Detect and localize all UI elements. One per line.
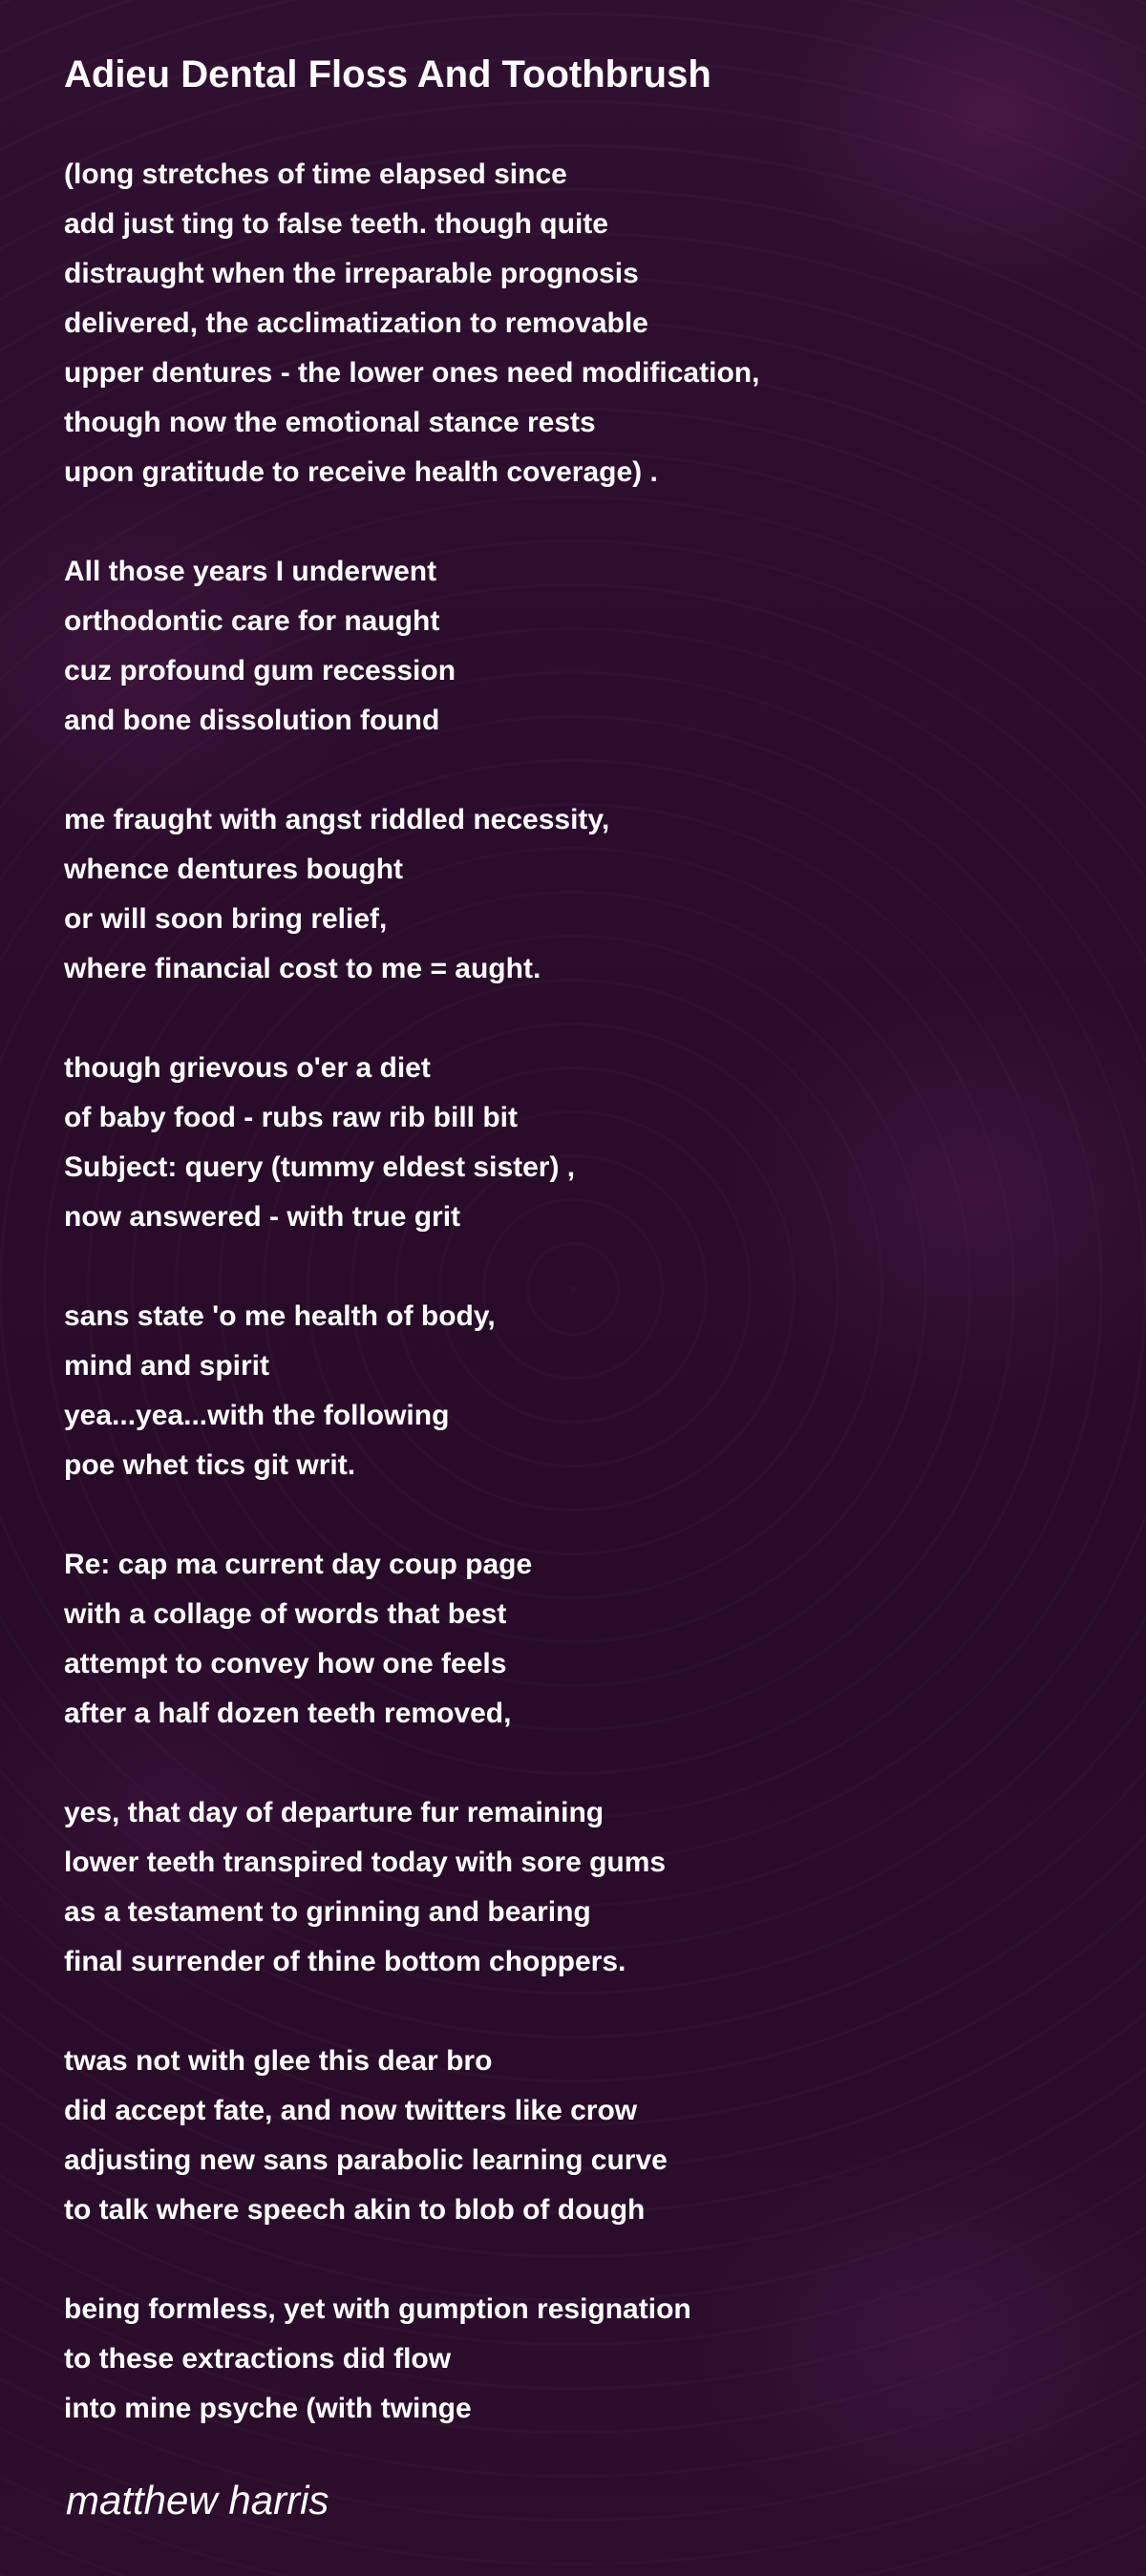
poem-line: and bone dissolution found bbox=[64, 705, 440, 736]
poem-stanza bbox=[64, 1540, 1095, 1739]
poem-stanza bbox=[64, 1788, 1095, 1987]
poem-title: Adieu Dental Floss And Toothbrush bbox=[64, 53, 711, 95]
poem-line: adjusting new sans parabolic learning curve bbox=[64, 2144, 668, 2176]
poem-stanza bbox=[64, 1292, 1095, 1490]
poem-line: (long stretches of time elapsed since bbox=[64, 158, 567, 190]
poem-stanza bbox=[64, 2285, 1095, 2434]
poem-stanza bbox=[64, 150, 1095, 497]
poem-line: of baby food - rubs raw rib bill bit bbox=[64, 1102, 518, 1133]
poem-line: me fraught with angst riddled necessity, bbox=[64, 804, 610, 835]
poem-line: sans state 'o me health of body, bbox=[64, 1300, 496, 1332]
poem-line: yes, that day of departure fur remaining bbox=[64, 1797, 605, 1828]
poem-line: yea...yea...with the following bbox=[64, 1400, 450, 1431]
poem-line: distraught when the irreparable prognosis bbox=[64, 258, 639, 289]
poem-line: as a testament to grinning and bearing bbox=[64, 1896, 591, 1928]
poem-line: though grievous o'er a diet bbox=[64, 1052, 431, 1084]
poem-container bbox=[64, 50, 1095, 2483]
poem-line: cuz profound gum recession bbox=[64, 655, 456, 686]
poem-line: upper dentures - the lower ones need modification, bbox=[64, 357, 760, 389]
poem-line: or will soon bring relief, bbox=[64, 903, 388, 935]
poem-line: mind and spirit bbox=[64, 1350, 270, 1382]
poem-line: after a half dozen teeth removed, bbox=[64, 1698, 512, 1729]
poem-line: attempt to convey how one feels bbox=[64, 1648, 507, 1679]
poem-line: did accept fate, and now twitters like crow bbox=[64, 2095, 638, 2126]
poem-line: Re: cap ma current day coup page bbox=[64, 1549, 533, 1580]
poem-line: upon gratitude to receive health coverage) . bbox=[64, 456, 658, 488]
poem-line: poe whet tics git writ. bbox=[64, 1449, 356, 1481]
poem-stanza bbox=[64, 795, 1095, 994]
poem-line: to these extractions did flow bbox=[64, 2343, 452, 2375]
poem-line: twas not with glee this dear bro bbox=[64, 2045, 493, 2077]
poem-line: Subject: query (tummy eldest sister) , bbox=[64, 1151, 576, 1183]
poem-line: orthodontic care for naught bbox=[64, 605, 440, 637]
poem-stanza bbox=[64, 547, 1095, 746]
poem-line: though now the emotional stance rests bbox=[64, 407, 596, 438]
poem-stanza bbox=[64, 1044, 1095, 1242]
poem-line: being formless, yet with gumption resignation bbox=[64, 2293, 691, 2325]
poem-line: add just ting to false teeth. though quite bbox=[64, 208, 608, 240]
poem-line: lower teeth transpired today with sore gums bbox=[64, 1847, 667, 1878]
poem-author: matthew harris bbox=[66, 2478, 329, 2523]
poem-stanza bbox=[64, 2037, 1095, 2235]
poem-line: now answered - with true grit bbox=[64, 1201, 461, 1233]
poem-line: where financial cost to me = aught. bbox=[64, 953, 541, 984]
poem-line: with a collage of words that best bbox=[64, 1598, 507, 1630]
poem-line: delivered, the acclimatization to removable bbox=[64, 307, 648, 339]
poem-line: into mine psyche (with twinge bbox=[64, 2393, 472, 2424]
poem-body bbox=[64, 150, 1095, 2434]
poem-line: final surrender of thine bottom choppers. bbox=[64, 1946, 626, 1977]
poem-line: All those years I underwent bbox=[64, 556, 437, 587]
poem-line: to talk where speech akin to blob of dough bbox=[64, 2194, 646, 2226]
poem-line: whence dentures bought bbox=[64, 854, 404, 885]
